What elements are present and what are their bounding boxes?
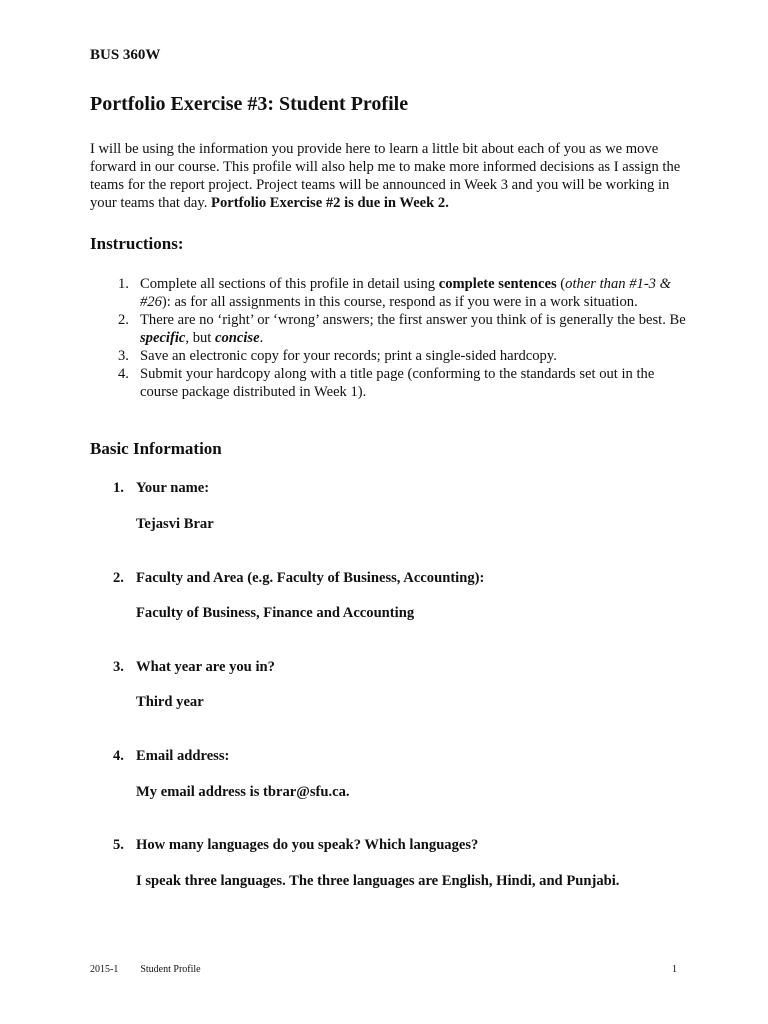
instruction-italic: other than #1-3 & #26: [140, 276, 671, 310]
instruction-text: (: [556, 276, 566, 292]
intro-emphasis: Portfolio Exercise #2 is due in Week 2.: [211, 195, 449, 211]
instructions-heading: Instructions:: [90, 234, 184, 253]
question-number: 5.: [113, 837, 124, 853]
answer-text: I speak three languages. The three languages are English, Hindi, and Punjabi.: [136, 873, 620, 889]
answer-text: Faculty of Business, Finance and Accounting: [136, 605, 415, 621]
question-text: Email address:: [136, 748, 230, 764]
instruction-item: [90, 275, 690, 311]
instruction-number: 2.: [118, 312, 129, 328]
question-number: 1.: [113, 480, 124, 496]
instruction-item: [90, 311, 690, 347]
footer-term: 2015-1: [90, 964, 119, 975]
question-text: Faculty and Area (e.g. Faculty of Business, Accounting):: [136, 570, 485, 586]
instruction-text: , but: [185, 330, 215, 346]
question-number: 3.: [113, 659, 124, 675]
question-number: 2.: [113, 570, 124, 586]
instruction-bold-italic: concise: [214, 330, 260, 346]
question-item: [113, 480, 713, 497]
instruction-bold-italic: specific: [140, 330, 186, 346]
instruction-text: Submit your hardcopy along with a title page (conforming to the standards set out in the course package distributed in Week 1).: [140, 366, 655, 400]
question-item: [113, 570, 713, 587]
instruction-bold: complete sentences: [438, 276, 557, 292]
question-text: How many languages do you speak? Which languages?: [136, 837, 479, 853]
instruction-item: [90, 347, 690, 365]
instruction-text: ): as for all assignments in this course, respond as if you were in a work situation.: [161, 294, 638, 310]
instruction-number: 4.: [118, 366, 129, 382]
instruction-number: 3.: [118, 348, 129, 364]
instruction-text: There are no ‘right’ or ‘wrong’ answers; the first answer you think of is generally the best. Be: [140, 312, 686, 328]
document-title: Portfolio Exercise #3: Student Profile: [90, 93, 409, 115]
question-text: What year are you in?: [136, 659, 275, 675]
question-text: Your name:: [136, 480, 210, 496]
question-item: [113, 659, 713, 676]
intro-text: I will be using the information you provide here to learn a little bit about each of you as we move forward in our course. This profile will also help me to make more informed decisions as I assign the teams for the report project. Project teams will be announced in Week 3 and you will be working in your teams that day.: [90, 141, 681, 211]
instruction-number: 1.: [118, 276, 129, 292]
question-item: [113, 837, 713, 854]
question-item: [113, 748, 713, 765]
page-number: 1: [672, 964, 677, 975]
instruction-item: [90, 365, 690, 401]
instruction-text: Complete all sections of this profile in detail using: [140, 276, 439, 292]
question-number: 4.: [113, 748, 124, 764]
instruction-text: .: [259, 330, 264, 346]
course-code: BUS 360W: [90, 47, 161, 63]
instructions-list: [90, 275, 690, 401]
intro-paragraph: [90, 140, 690, 212]
answer-text: My email address is tbrar@sfu.ca.: [136, 784, 350, 800]
footer-doc-name: Student Profile: [140, 964, 201, 975]
instruction-text: Save an electronic copy for your records; print a single-sided hardcopy.: [140, 348, 557, 364]
basic-information-heading: Basic Information: [90, 439, 222, 458]
answer-text: Tejasvi Brar: [136, 516, 214, 532]
answer-text: Third year: [136, 694, 204, 710]
footer-left: [90, 964, 201, 975]
